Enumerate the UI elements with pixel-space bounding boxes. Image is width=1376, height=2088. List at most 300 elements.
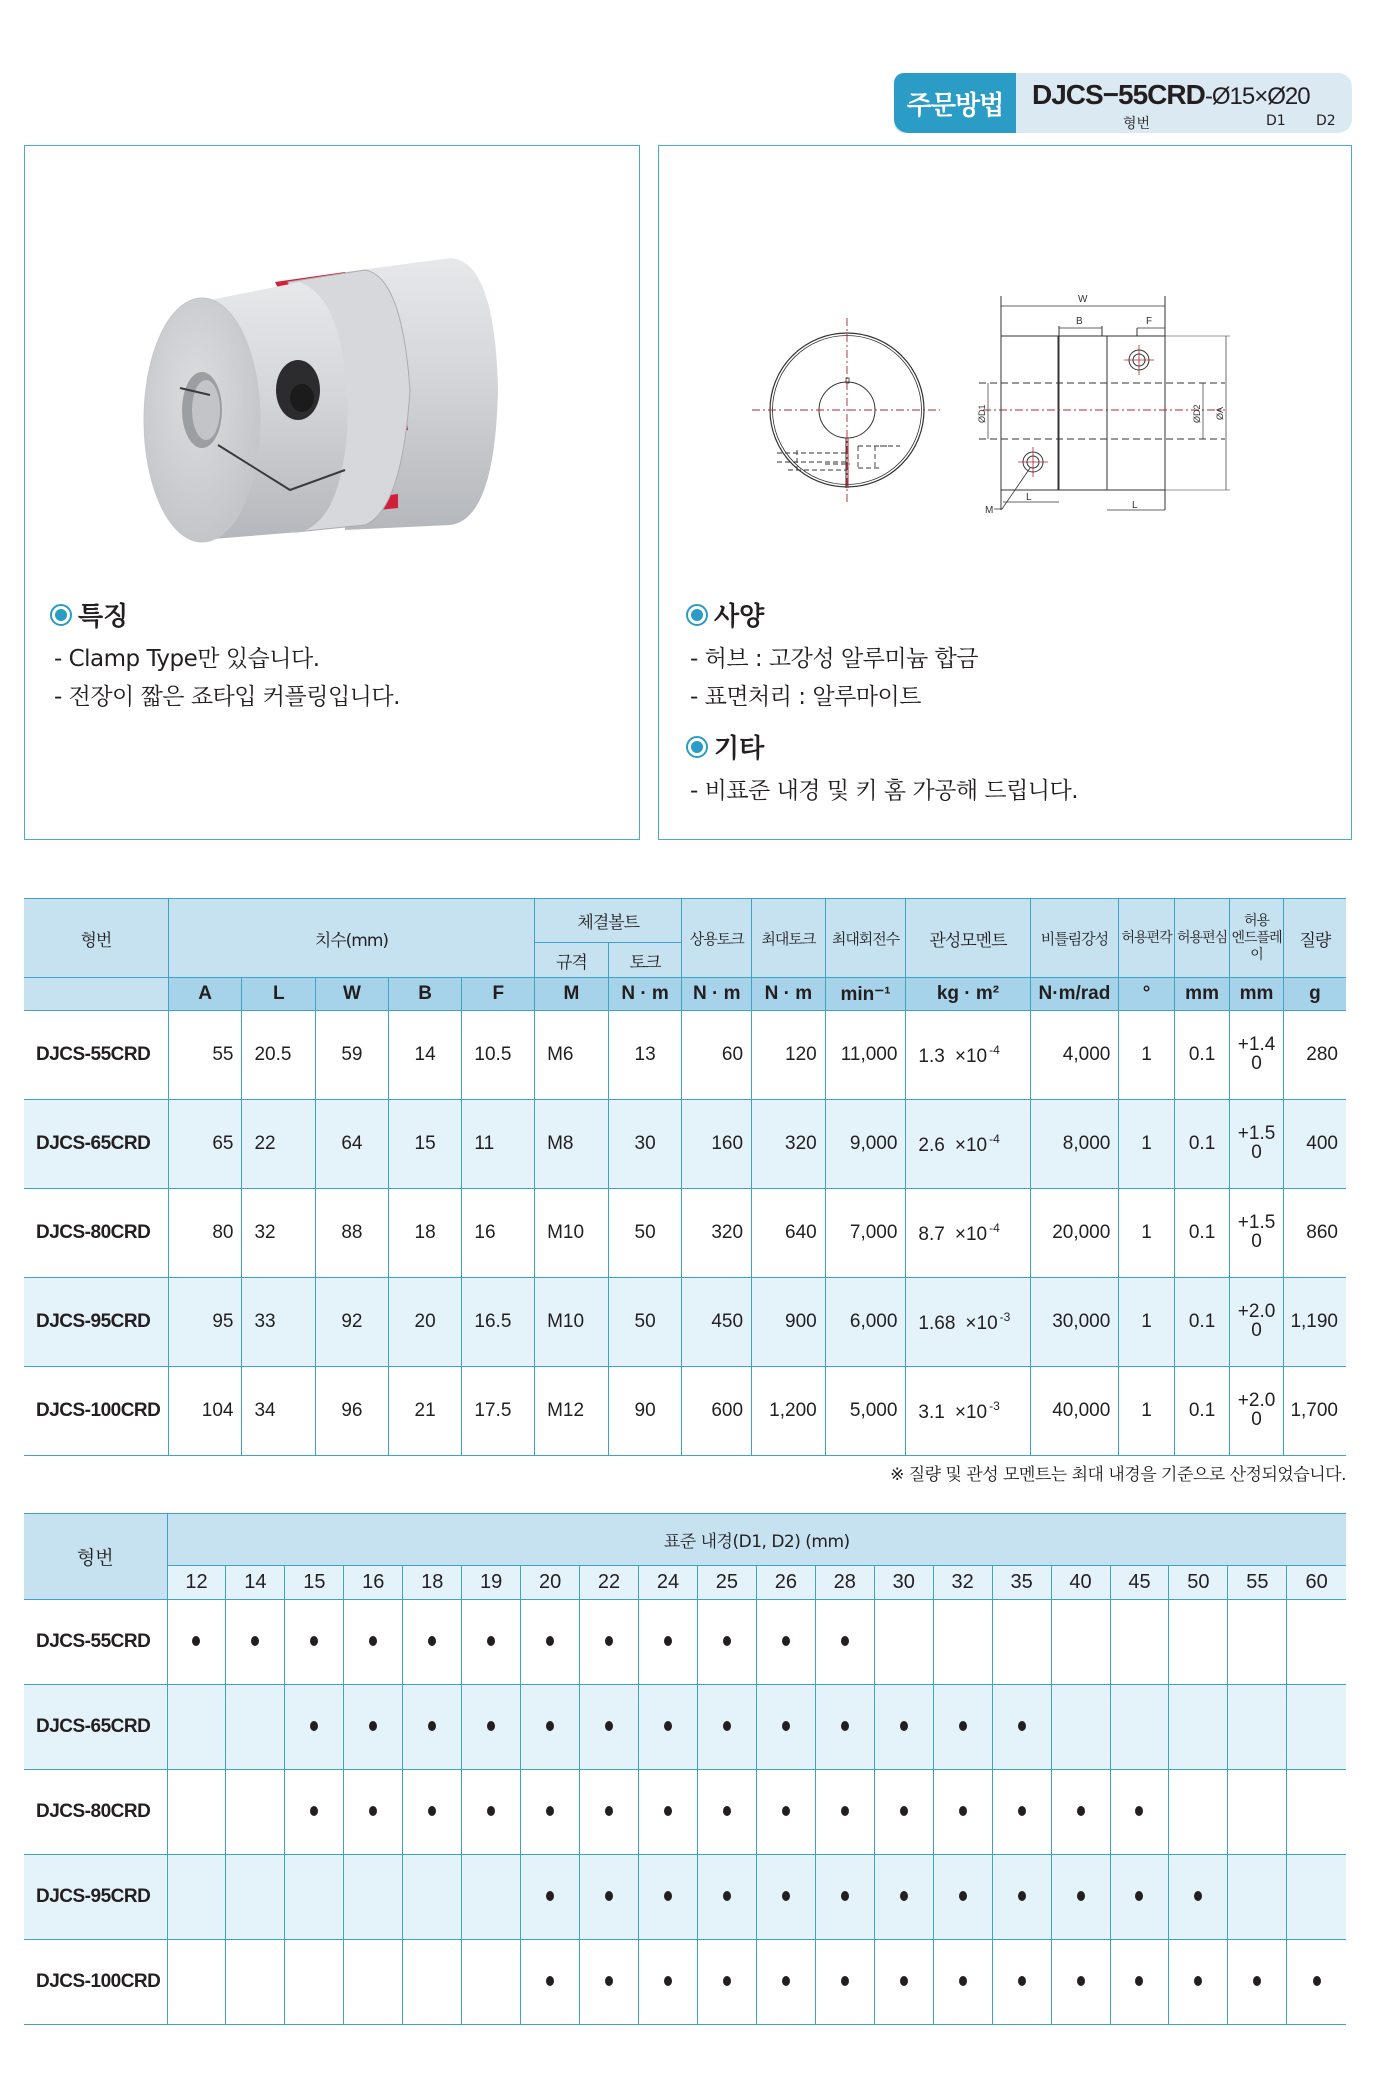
cell-max-torque: 640 bbox=[752, 1189, 826, 1278]
bore-cell bbox=[874, 1770, 933, 1855]
cell-w: 96 bbox=[316, 1367, 389, 1456]
bore-cell bbox=[226, 1770, 285, 1855]
cell-b: 20 bbox=[388, 1278, 462, 1367]
cell-mass: 1,700 bbox=[1283, 1367, 1346, 1456]
available-dot-icon bbox=[900, 1891, 908, 1901]
available-dot-icon bbox=[546, 1806, 554, 1816]
cell-bolt-size: M6 bbox=[535, 1011, 609, 1100]
cell-bolt-torque: 90 bbox=[608, 1367, 682, 1456]
bore-size-header: 14 bbox=[226, 1566, 285, 1600]
bore-cell bbox=[639, 1770, 698, 1855]
inertia-exponent: -4 bbox=[989, 1042, 1000, 1057]
bore-cell bbox=[580, 1685, 639, 1770]
inertia-exponent: -4 bbox=[989, 1220, 1000, 1235]
cell-l: 20.5 bbox=[242, 1011, 316, 1100]
cell-w: 64 bbox=[316, 1100, 389, 1189]
bore-cell bbox=[344, 1770, 403, 1855]
bore-size-header: 50 bbox=[1169, 1566, 1228, 1600]
unit-f: F bbox=[462, 978, 535, 1011]
bore-cell bbox=[992, 1770, 1051, 1855]
bore-table-row bbox=[24, 1940, 1346, 2025]
bore-cell bbox=[1051, 1855, 1110, 1940]
bore-cell bbox=[1228, 1855, 1287, 1940]
bore-cell bbox=[1051, 1685, 1110, 1770]
bore-cell bbox=[285, 1770, 344, 1855]
available-dot-icon bbox=[723, 1891, 731, 1901]
cell-w: 92 bbox=[316, 1278, 389, 1367]
available-dot-icon bbox=[1313, 1976, 1321, 1986]
cell-bolt-size: M10 bbox=[535, 1189, 609, 1278]
bore-cell bbox=[521, 1940, 580, 2025]
bore-size-header: 40 bbox=[1051, 1566, 1110, 1600]
bore-cell bbox=[521, 1600, 580, 1685]
unit-angular: ° bbox=[1119, 978, 1175, 1011]
available-dot-icon bbox=[723, 1806, 731, 1816]
bore-cell bbox=[580, 1855, 639, 1940]
bore-cell-model: DJCS-95CRD bbox=[24, 1855, 167, 1940]
available-dot-icon bbox=[1018, 1976, 1026, 1986]
available-dot-icon bbox=[1077, 1976, 1085, 1986]
bore-cell bbox=[933, 1685, 992, 1770]
available-dot-icon bbox=[1194, 1976, 1202, 1986]
available-dot-icon bbox=[782, 1806, 790, 1816]
cell-a: 104 bbox=[168, 1367, 242, 1456]
available-dot-icon bbox=[782, 1976, 790, 1986]
cell-bolt-torque: 13 bbox=[608, 1011, 682, 1100]
cell-b: 21 bbox=[388, 1367, 462, 1456]
bore-cell bbox=[462, 1940, 521, 2025]
bore-cell bbox=[933, 1600, 992, 1685]
available-dot-icon bbox=[1135, 1976, 1143, 1986]
bore-size-header: 30 bbox=[874, 1566, 933, 1600]
spec-table-row bbox=[24, 1278, 1346, 1367]
cell-max-torque: 1,200 bbox=[752, 1367, 826, 1456]
available-dot-icon bbox=[546, 1976, 554, 1986]
bore-cell bbox=[285, 1685, 344, 1770]
bore-cell bbox=[1169, 1685, 1228, 1770]
col-header-parallel: 허용편심 bbox=[1174, 899, 1230, 978]
coupling-product-photo bbox=[140, 240, 540, 560]
available-dot-icon bbox=[664, 1806, 672, 1816]
unit-w: W bbox=[316, 978, 389, 1011]
bore-cell bbox=[1228, 1685, 1287, 1770]
cell-stiffness: 8,000 bbox=[1030, 1100, 1119, 1189]
cell-inertia bbox=[906, 1189, 1030, 1278]
bore-cell bbox=[992, 1600, 1051, 1685]
other-line-1: - 비표준 내경 및 키 홈 가공해 드립니다. bbox=[690, 778, 1079, 804]
endplay-upper: +1.4 bbox=[1237, 1034, 1276, 1055]
spec-table bbox=[24, 898, 1346, 1456]
bore-cell bbox=[580, 1940, 639, 2025]
available-dot-icon bbox=[310, 1806, 318, 1816]
available-dot-icon bbox=[428, 1636, 436, 1646]
cell-stiffness: 20,000 bbox=[1030, 1189, 1119, 1278]
available-dot-icon bbox=[251, 1636, 259, 1646]
bore-cell bbox=[992, 1940, 1051, 2025]
cell-max-rpm: 9,000 bbox=[825, 1100, 906, 1189]
specs-line-2: - 표면처리 : 알루마이트 bbox=[690, 684, 921, 710]
cell-angular: 1 bbox=[1119, 1100, 1175, 1189]
cell-stiffness: 40,000 bbox=[1030, 1367, 1119, 1456]
bore-cell bbox=[1169, 1770, 1228, 1855]
available-dot-icon bbox=[782, 1636, 790, 1646]
available-dot-icon bbox=[900, 1806, 908, 1816]
bore-cell bbox=[226, 1685, 285, 1770]
bore-cell bbox=[639, 1685, 698, 1770]
available-dot-icon bbox=[723, 1976, 731, 1986]
spec-table-row bbox=[24, 1100, 1346, 1189]
cell-f: 11 bbox=[462, 1100, 535, 1189]
cell-parallel: 0.1 bbox=[1174, 1189, 1230, 1278]
bore-cell bbox=[815, 1600, 874, 1685]
bore-size-header: 16 bbox=[344, 1566, 403, 1600]
other-title bbox=[686, 728, 764, 765]
bore-cell bbox=[580, 1600, 639, 1685]
endplay-lower: 0 bbox=[1251, 1142, 1262, 1163]
cell-model: DJCS-55CRD bbox=[24, 1011, 168, 1100]
cell-rated-torque: 160 bbox=[682, 1100, 752, 1189]
bore-cell bbox=[1110, 1685, 1169, 1770]
bore-cell bbox=[167, 1855, 226, 1940]
available-dot-icon bbox=[487, 1806, 495, 1816]
drawing-label-d1: ØD1 bbox=[977, 404, 987, 423]
spec-table-row bbox=[24, 1189, 1346, 1278]
available-dot-icon bbox=[664, 1976, 672, 1986]
bore-cell bbox=[874, 1685, 933, 1770]
bore-cell bbox=[697, 1770, 756, 1855]
available-dot-icon bbox=[841, 1891, 849, 1901]
inertia-mantissa: 1.3 bbox=[918, 1045, 945, 1067]
available-dot-icon bbox=[192, 1636, 200, 1646]
bore-cell bbox=[344, 1600, 403, 1685]
col-header-endplay bbox=[1230, 899, 1283, 978]
bore-cell bbox=[521, 1855, 580, 1940]
cell-inertia bbox=[906, 1100, 1030, 1189]
col-header-bolt-size: 규격 bbox=[535, 943, 609, 978]
bore-cell bbox=[1287, 1770, 1346, 1855]
bore-cell bbox=[403, 1855, 462, 1940]
cell-w: 59 bbox=[316, 1011, 389, 1100]
bore-cell bbox=[933, 1855, 992, 1940]
col-header-stiffness: 비틀림강성 bbox=[1030, 899, 1119, 978]
bore-col-header-model: 형번 bbox=[24, 1514, 167, 1600]
bore-cell bbox=[1110, 1600, 1169, 1685]
endplay-lower: 0 bbox=[1251, 1053, 1262, 1074]
other-title-text: 기타 bbox=[714, 734, 765, 764]
available-dot-icon bbox=[841, 1636, 849, 1646]
bore-cell bbox=[756, 1770, 815, 1855]
inertia-times: ×10 bbox=[954, 1045, 988, 1067]
footnote: ※ 질량 및 관성 모멘트는 최대 내경을 기준으로 산정되었습니다. bbox=[890, 1465, 1346, 1485]
bore-size-header: 45 bbox=[1110, 1566, 1169, 1600]
bore-size-header: 55 bbox=[1228, 1566, 1287, 1600]
cell-stiffness: 4,000 bbox=[1030, 1011, 1119, 1100]
bore-cell bbox=[1287, 1685, 1346, 1770]
bore-cell-model: DJCS-100CRD bbox=[24, 1940, 167, 2025]
bore-cell bbox=[285, 1600, 344, 1685]
unit-l: L bbox=[242, 978, 316, 1011]
endplay-upper: +1.5 bbox=[1237, 1123, 1276, 1144]
bore-cell bbox=[933, 1940, 992, 2025]
drawing-label-l1: L bbox=[1026, 492, 1032, 503]
bore-cell bbox=[992, 1685, 1051, 1770]
spec-table-row bbox=[24, 1367, 1346, 1456]
bore-cell bbox=[639, 1940, 698, 2025]
bore-cell bbox=[344, 1940, 403, 2025]
bore-cell bbox=[1169, 1600, 1228, 1685]
endplay-upper: +2.0 bbox=[1237, 1301, 1276, 1322]
available-dot-icon bbox=[428, 1806, 436, 1816]
available-dot-icon bbox=[605, 1976, 613, 1986]
bore-size-header: 19 bbox=[462, 1566, 521, 1600]
endplay-lower: 0 bbox=[1251, 1231, 1262, 1252]
cell-max-rpm: 11,000 bbox=[825, 1011, 906, 1100]
bore-size-header: 26 bbox=[756, 1566, 815, 1600]
bore-cell bbox=[815, 1855, 874, 1940]
inertia-exponent: -4 bbox=[989, 1131, 1000, 1146]
available-dot-icon bbox=[723, 1636, 731, 1646]
available-dot-icon bbox=[723, 1721, 731, 1731]
bore-cell bbox=[285, 1855, 344, 1940]
col-header-endplay-1: 허용 bbox=[1244, 912, 1270, 929]
available-dot-icon bbox=[1077, 1806, 1085, 1816]
cell-angular: 1 bbox=[1119, 1278, 1175, 1367]
bore-size-header: 60 bbox=[1287, 1566, 1346, 1600]
col-header-angular: 허용편각 bbox=[1119, 899, 1175, 978]
specs-title-text: 사양 bbox=[714, 602, 765, 632]
cell-parallel: 0.1 bbox=[1174, 1367, 1230, 1456]
inertia-exponent: -3 bbox=[989, 1398, 1000, 1413]
inertia-times: ×10 bbox=[954, 1223, 988, 1245]
available-dot-icon bbox=[546, 1891, 554, 1901]
bore-cell bbox=[1110, 1855, 1169, 1940]
endplay-lower: 0 bbox=[1251, 1320, 1262, 1341]
bore-cell bbox=[167, 1770, 226, 1855]
features-line-1: - Clamp Type만 있습니다. bbox=[54, 646, 320, 672]
cell-bolt-size: M8 bbox=[535, 1100, 609, 1189]
bore-cell bbox=[756, 1600, 815, 1685]
bore-table bbox=[24, 1513, 1346, 2025]
order-label-model: 형번 bbox=[1123, 116, 1151, 132]
bore-cell bbox=[697, 1685, 756, 1770]
bullet-icon bbox=[686, 604, 708, 626]
cell-f: 16.5 bbox=[462, 1278, 535, 1367]
cell-mass: 280 bbox=[1283, 1011, 1346, 1100]
bore-cell bbox=[462, 1770, 521, 1855]
bore-cell bbox=[697, 1855, 756, 1940]
bore-size-header: 32 bbox=[933, 1566, 992, 1600]
bore-cell bbox=[403, 1600, 462, 1685]
available-dot-icon bbox=[310, 1636, 318, 1646]
drawing-label-m: M bbox=[985, 505, 994, 516]
available-dot-icon bbox=[605, 1636, 613, 1646]
cell-mass: 400 bbox=[1283, 1100, 1346, 1189]
bore-cell bbox=[462, 1685, 521, 1770]
unit-m: M bbox=[535, 978, 609, 1011]
features-title bbox=[50, 596, 128, 633]
available-dot-icon bbox=[782, 1891, 790, 1901]
cell-endplay bbox=[1230, 1100, 1283, 1189]
bore-cell bbox=[639, 1600, 698, 1685]
bore-cell bbox=[403, 1940, 462, 2025]
cell-w: 88 bbox=[316, 1189, 389, 1278]
cell-rated-torque: 60 bbox=[682, 1011, 752, 1100]
inertia-mantissa: 8.7 bbox=[918, 1223, 945, 1245]
bore-cell bbox=[1051, 1770, 1110, 1855]
bore-cell bbox=[285, 1940, 344, 2025]
bore-size-header: 20 bbox=[521, 1566, 580, 1600]
unit-cell-empty bbox=[24, 978, 168, 1011]
available-dot-icon bbox=[605, 1891, 613, 1901]
cell-rated-torque: 320 bbox=[682, 1189, 752, 1278]
available-dot-icon bbox=[664, 1636, 672, 1646]
specs-title bbox=[686, 596, 764, 633]
cell-max-rpm: 7,000 bbox=[825, 1189, 906, 1278]
cell-endplay bbox=[1230, 1278, 1283, 1367]
bore-cell bbox=[1228, 1600, 1287, 1685]
bore-cell bbox=[1287, 1600, 1346, 1685]
cell-a: 55 bbox=[168, 1011, 242, 1100]
bore-cell bbox=[697, 1940, 756, 2025]
bore-cell bbox=[403, 1770, 462, 1855]
inertia-mantissa: 3.1 bbox=[918, 1401, 945, 1423]
available-dot-icon bbox=[1077, 1891, 1085, 1901]
cell-inertia bbox=[906, 1278, 1030, 1367]
bore-cell bbox=[226, 1600, 285, 1685]
features-line-2: - 전장이 짧은 죠타입 커플링입니다. bbox=[54, 684, 400, 710]
bore-cell bbox=[933, 1770, 992, 1855]
cell-l: 34 bbox=[242, 1367, 316, 1456]
cell-a: 65 bbox=[168, 1100, 242, 1189]
unit-endplay: mm bbox=[1230, 978, 1283, 1011]
bore-cell-model: DJCS-55CRD bbox=[24, 1600, 167, 1685]
cell-parallel: 0.1 bbox=[1174, 1100, 1230, 1189]
available-dot-icon bbox=[841, 1721, 849, 1731]
bore-cell bbox=[1287, 1940, 1346, 2025]
bore-cell bbox=[639, 1855, 698, 1940]
available-dot-icon bbox=[664, 1891, 672, 1901]
bore-cell bbox=[815, 1685, 874, 1770]
bore-cell bbox=[756, 1855, 815, 1940]
bore-cell-model: DJCS-80CRD bbox=[24, 1770, 167, 1855]
bore-cell bbox=[403, 1685, 462, 1770]
available-dot-icon bbox=[546, 1636, 554, 1646]
cell-angular: 1 bbox=[1119, 1367, 1175, 1456]
bore-cell bbox=[226, 1855, 285, 1940]
bore-cell bbox=[1169, 1940, 1228, 2025]
bore-size-header: 18 bbox=[403, 1566, 462, 1600]
cell-l: 22 bbox=[242, 1100, 316, 1189]
available-dot-icon bbox=[900, 1721, 908, 1731]
drawing-label-l2: L bbox=[1132, 500, 1138, 511]
endplay-upper: +2.0 bbox=[1237, 1390, 1276, 1411]
available-dot-icon bbox=[664, 1721, 672, 1731]
available-dot-icon bbox=[1253, 1976, 1261, 1986]
cell-bolt-torque: 30 bbox=[608, 1100, 682, 1189]
unit-bolt-torque: N · m bbox=[608, 978, 682, 1011]
drawing-label-w: W bbox=[1078, 294, 1088, 305]
cell-mass: 1,190 bbox=[1283, 1278, 1346, 1367]
cell-max-torque: 900 bbox=[752, 1278, 826, 1367]
available-dot-icon bbox=[605, 1806, 613, 1816]
bore-cell bbox=[756, 1685, 815, 1770]
available-dot-icon bbox=[487, 1636, 495, 1646]
bore-table-row bbox=[24, 1855, 1346, 1940]
cell-max-rpm: 5,000 bbox=[825, 1367, 906, 1456]
available-dot-icon bbox=[959, 1806, 967, 1816]
cell-f: 10.5 bbox=[462, 1011, 535, 1100]
available-dot-icon bbox=[310, 1721, 318, 1731]
cell-b: 14 bbox=[388, 1011, 462, 1100]
bore-cell bbox=[521, 1685, 580, 1770]
bullet-icon bbox=[50, 604, 72, 626]
bore-cell bbox=[226, 1940, 285, 2025]
end-view-drawing bbox=[752, 318, 940, 502]
bore-size-header: 28 bbox=[815, 1566, 874, 1600]
col-header-inertia: 관성모멘트 bbox=[906, 899, 1030, 978]
inertia-mantissa: 2.6 bbox=[918, 1134, 945, 1156]
bore-cell bbox=[992, 1855, 1051, 1940]
bore-cell bbox=[1228, 1770, 1287, 1855]
unit-max-torque: N · m bbox=[752, 978, 826, 1011]
cell-l: 32 bbox=[242, 1189, 316, 1278]
col-header-endplay-2: 엔드플레이 bbox=[1231, 929, 1282, 963]
cell-stiffness: 30,000 bbox=[1030, 1278, 1119, 1367]
bore-cell bbox=[1051, 1600, 1110, 1685]
cell-angular: 1 bbox=[1119, 1011, 1175, 1100]
col-header-max-torque: 최대토크 bbox=[752, 899, 826, 978]
bore-cell bbox=[462, 1855, 521, 1940]
cell-b: 15 bbox=[388, 1100, 462, 1189]
cell-bolt-torque: 50 bbox=[608, 1189, 682, 1278]
col-header-dimensions: 치수(mm) bbox=[168, 899, 534, 978]
bore-cell bbox=[815, 1940, 874, 2025]
bore-size-header: 35 bbox=[992, 1566, 1051, 1600]
bore-size-header: 25 bbox=[697, 1566, 756, 1600]
order-method-banner bbox=[894, 73, 1352, 133]
technical-drawing bbox=[740, 270, 1260, 530]
cell-f: 17.5 bbox=[462, 1367, 535, 1456]
bore-cell bbox=[580, 1770, 639, 1855]
available-dot-icon bbox=[959, 1891, 967, 1901]
drawing-label-d2: ØD2 bbox=[1192, 404, 1202, 423]
col-header-model: 형번 bbox=[24, 899, 168, 978]
bore-cell bbox=[874, 1940, 933, 2025]
available-dot-icon bbox=[1018, 1806, 1026, 1816]
bore-cell bbox=[521, 1770, 580, 1855]
bore-cell bbox=[1051, 1940, 1110, 2025]
bore-cell bbox=[167, 1600, 226, 1685]
available-dot-icon bbox=[782, 1721, 790, 1731]
bore-cell bbox=[1110, 1940, 1169, 2025]
bore-size-header: 24 bbox=[639, 1566, 698, 1600]
cell-model: DJCS-65CRD bbox=[24, 1100, 168, 1189]
inertia-times: ×10 bbox=[954, 1401, 988, 1423]
cell-rated-torque: 600 bbox=[682, 1367, 752, 1456]
available-dot-icon bbox=[959, 1721, 967, 1731]
cell-endplay bbox=[1230, 1011, 1283, 1100]
cell-parallel: 0.1 bbox=[1174, 1278, 1230, 1367]
bore-size-header: 15 bbox=[285, 1566, 344, 1600]
order-label-d2: D2 bbox=[1316, 113, 1336, 129]
bore-cell bbox=[1228, 1940, 1287, 2025]
inertia-times: ×10 bbox=[965, 1312, 998, 1334]
bore-table-row bbox=[24, 1770, 1346, 1855]
unit-inertia: kg · m² bbox=[906, 978, 1030, 1011]
col-header-max-rpm: 최대회전수 bbox=[825, 899, 906, 978]
available-dot-icon bbox=[369, 1806, 377, 1816]
inertia-times: ×10 bbox=[954, 1134, 988, 1156]
